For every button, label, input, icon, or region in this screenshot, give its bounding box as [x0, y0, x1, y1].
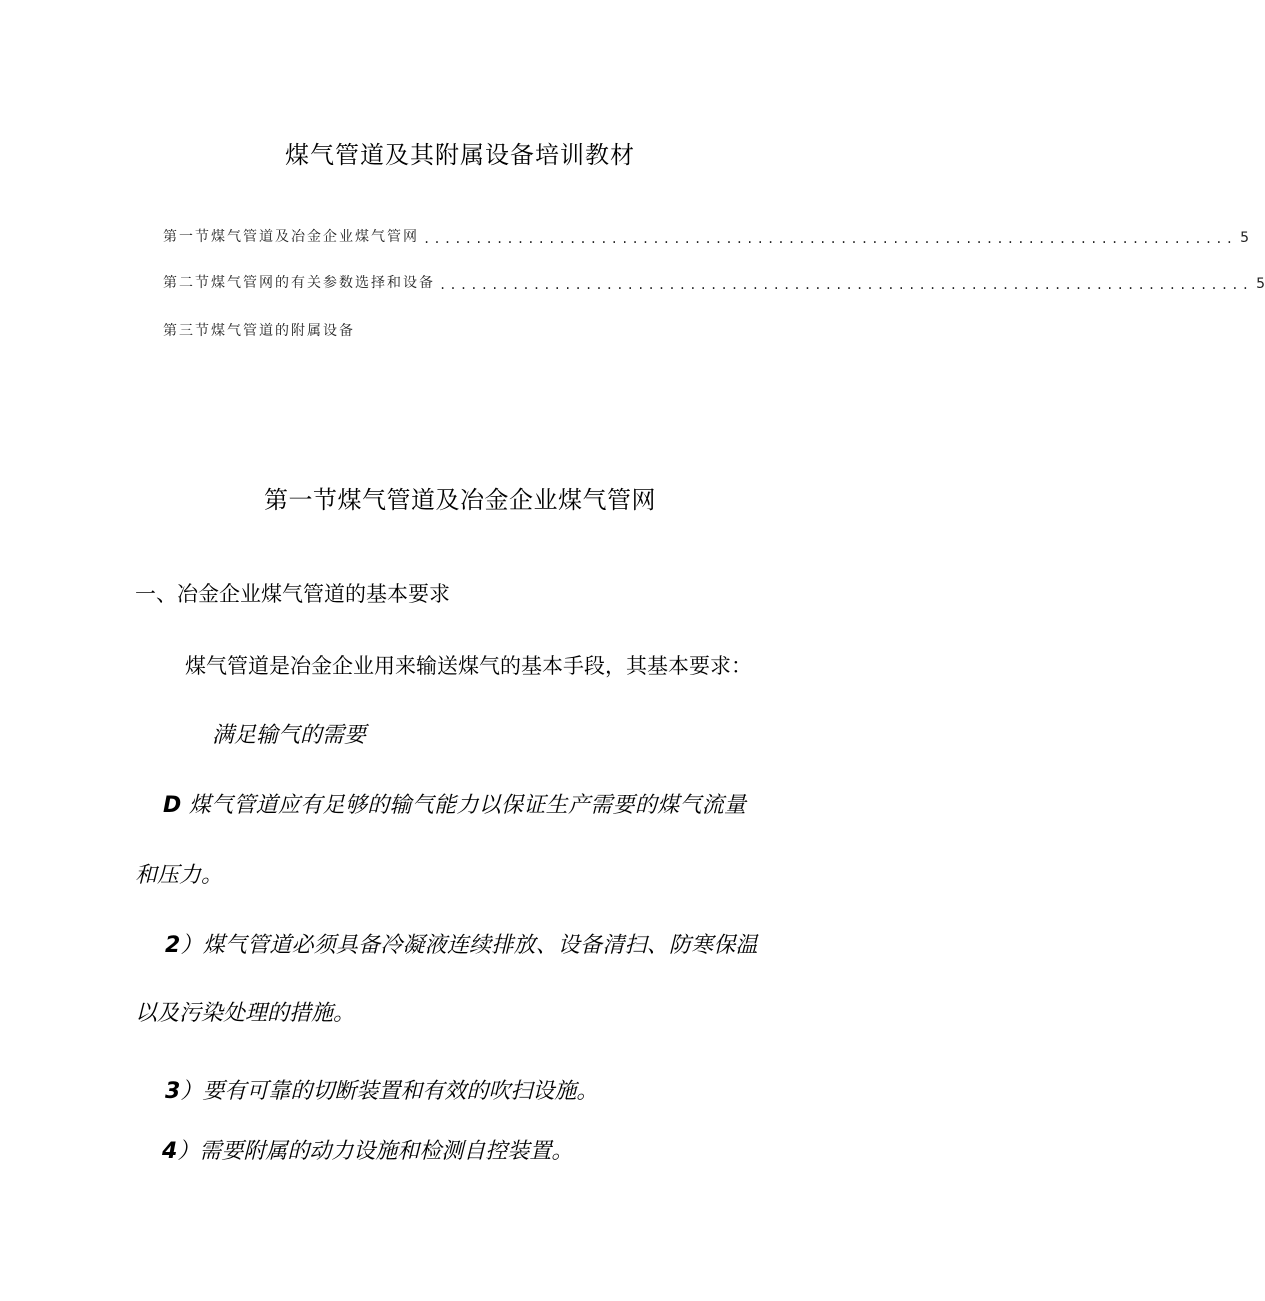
toc-entry-text: 第三节煤气管道的附属设备 [163, 323, 355, 339]
requirement-item-1 [163, 788, 746, 819]
toc-entry-text: 第二节煤气管网的有关参数选择和设备 [163, 275, 435, 291]
item-number: 3 [165, 1079, 181, 1104]
toc-page-number: 5 [1240, 230, 1250, 246]
item-text: ）要有可靠的切断装置和有效的吹扫设施。 [180, 1079, 599, 1104]
item-number: D [163, 793, 182, 818]
toc-dot-leader: .............................................................................. [439, 278, 1253, 292]
toc-entry[interactable] [163, 222, 1250, 246]
requirement-item-1-continued: 和压力。 [135, 863, 224, 888]
item-number: 4 [162, 1139, 178, 1164]
requirement-item-2-continued: 以及污染处理的措施。 [135, 1001, 356, 1026]
item-text: 煤气管道应有足够的输气能力以保证生产需要的煤气流量 [188, 793, 747, 818]
toc-dot-leader: .............................................................................. [423, 232, 1237, 246]
requirement-item-2 [165, 928, 758, 959]
item-number: 2 [165, 933, 181, 958]
document-title: 煤气管道及其附属设备培训教材 [285, 141, 635, 169]
toc-entry[interactable] [163, 316, 773, 340]
toc-page-number: 5 [1256, 276, 1265, 292]
intro-paragraph: 煤气管道是冶金企业用来输送煤气的基本手段，其基本要求： [185, 654, 752, 678]
toc-entry[interactable] [163, 268, 1265, 292]
requirement-item-4 [162, 1134, 573, 1165]
item-text: ）需要附属的动力设施和检测自控装置。 [177, 1139, 574, 1164]
item-text: ）煤气管道必须具备冷凝液连续排放、设备清扫、防寒保温 [180, 933, 758, 958]
requirement-heading: 满足输气的需要 [212, 723, 367, 748]
sub-heading: 一、冶金企业煤气管道的基本要求 [135, 582, 450, 606]
toc-entry-text: 第一节煤气管道及冶金企业煤气管网 [163, 229, 419, 245]
section-title: 第一节煤气管道及冶金企业煤气管网 [264, 486, 656, 514]
requirement-item-3 [165, 1074, 598, 1105]
